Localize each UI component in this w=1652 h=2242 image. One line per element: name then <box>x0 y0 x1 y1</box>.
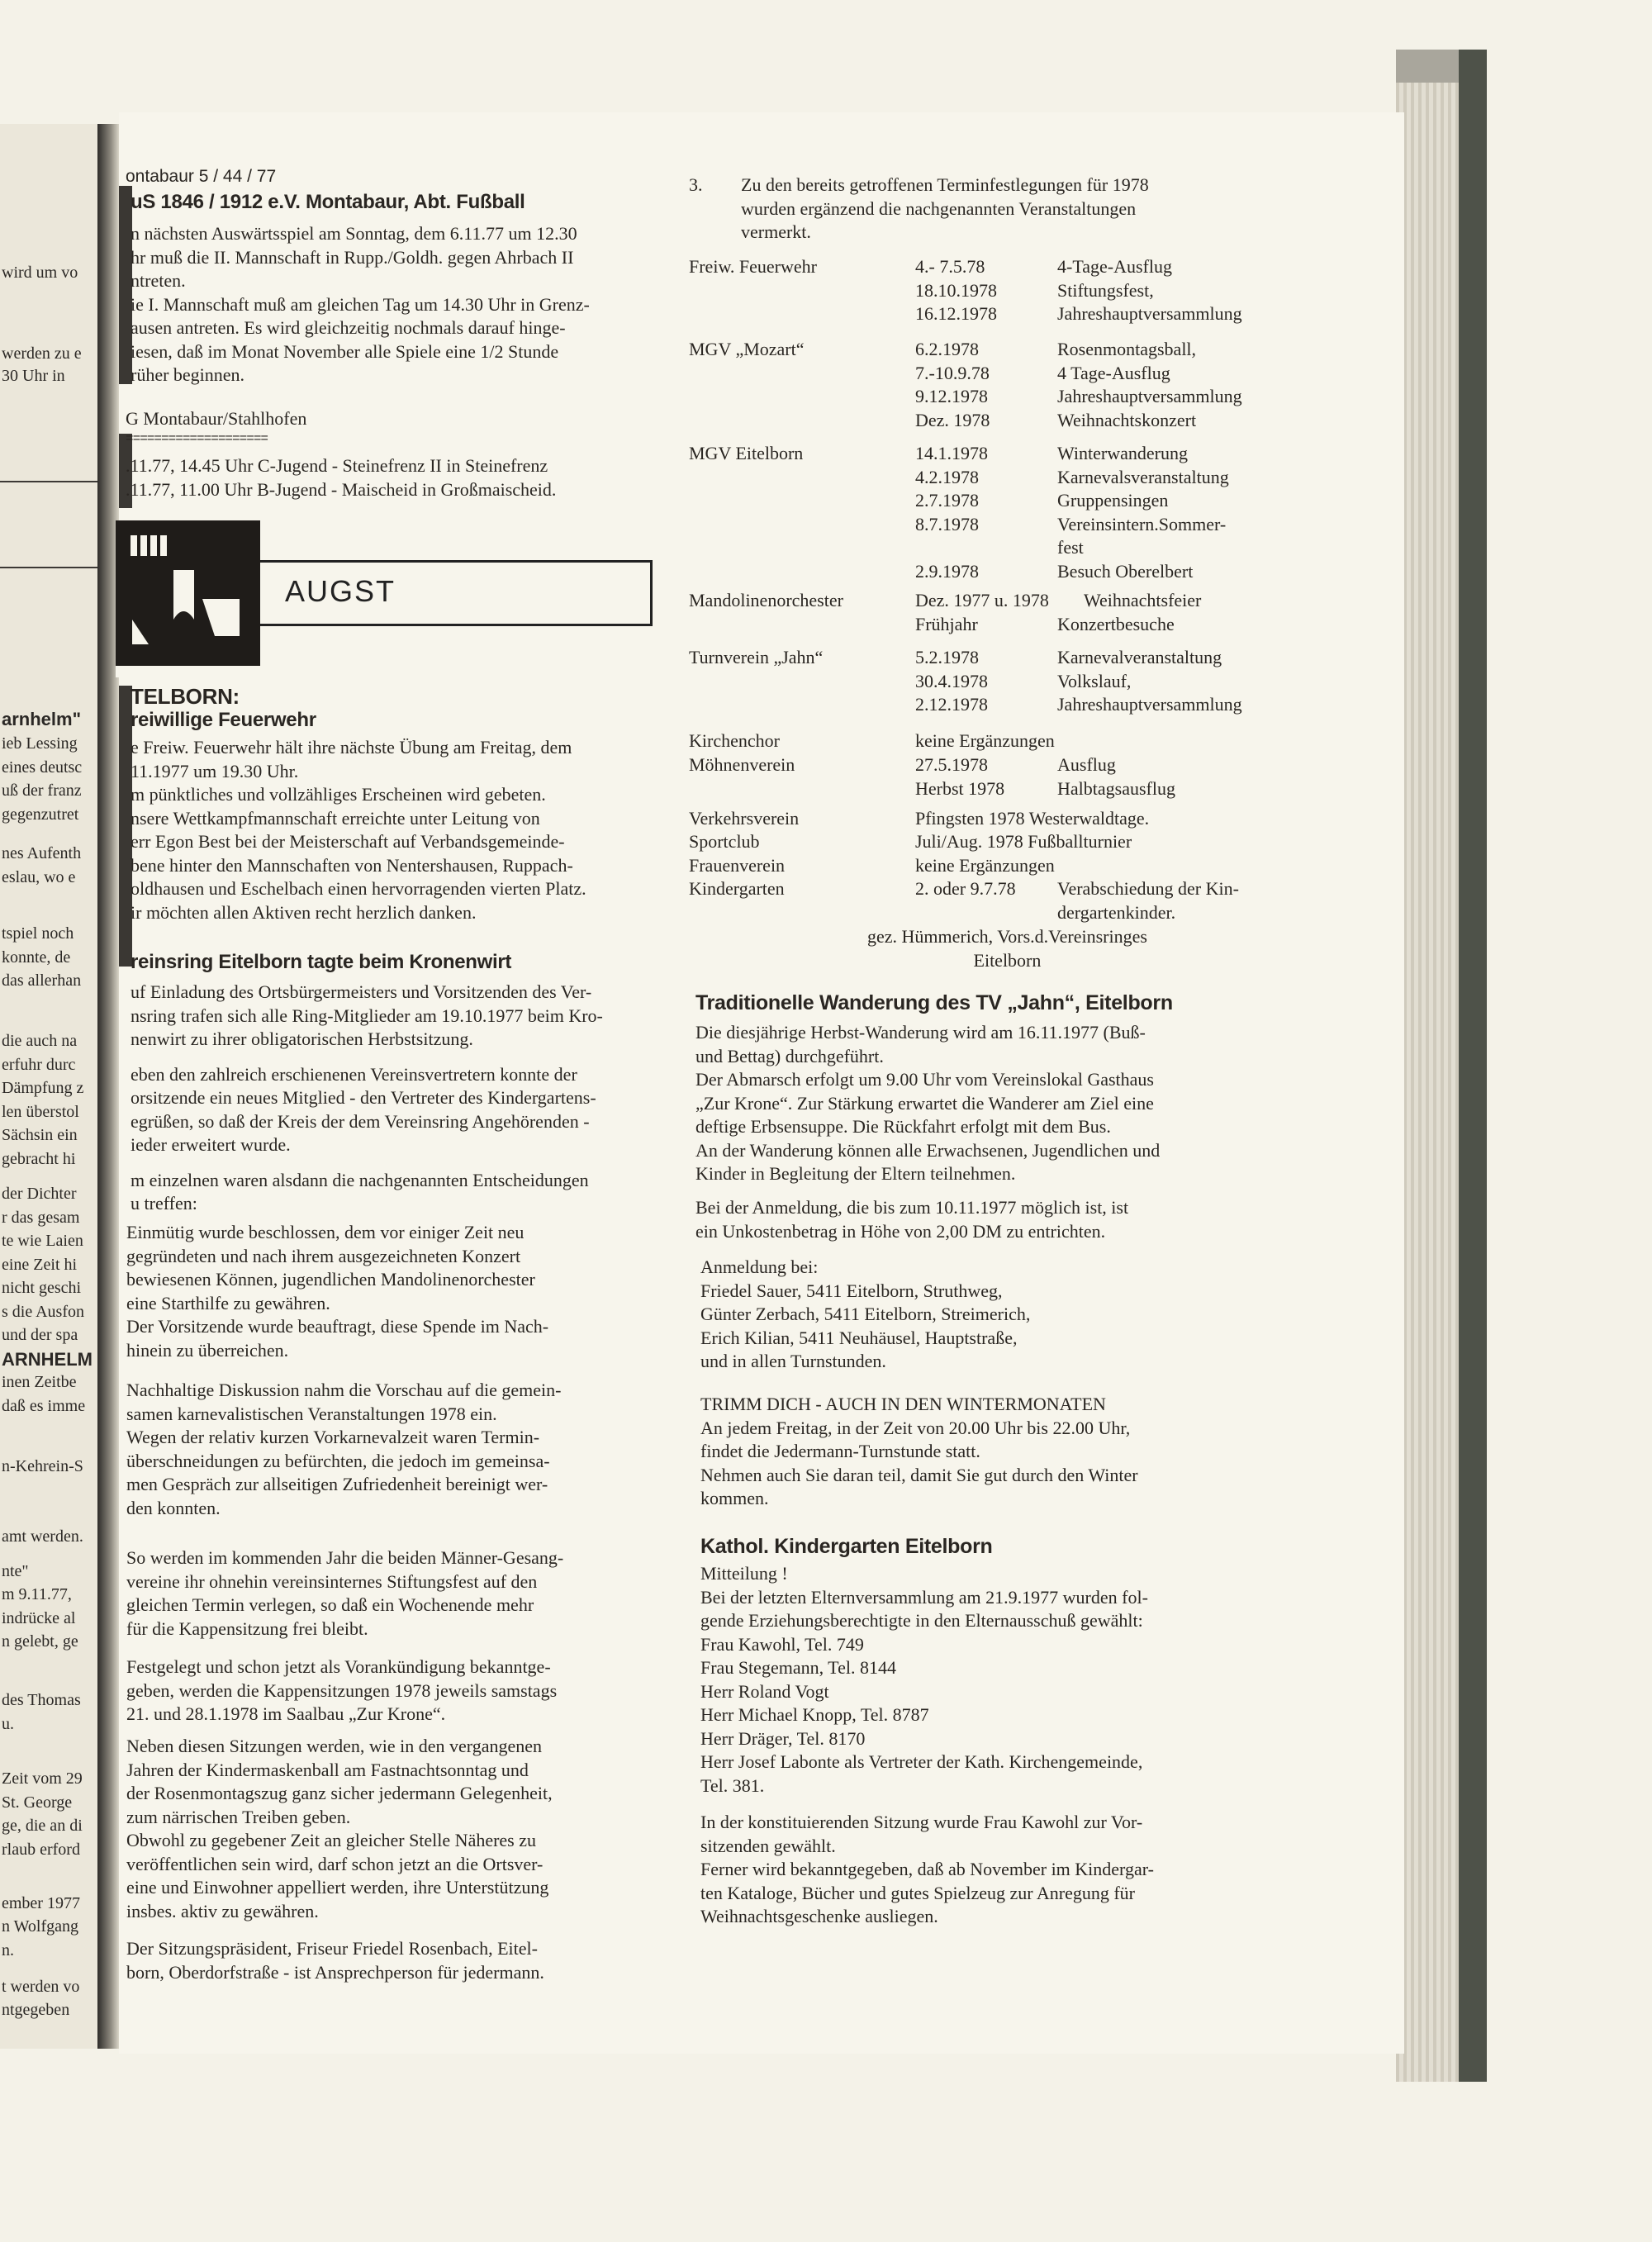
text-line: Neben diesen Sitzungen werden, wie in den vergangenen <box>126 1736 542 1756</box>
event-description: Karnevalveranstaltung <box>1057 647 1222 667</box>
event-description: Volkslauf, <box>1057 670 1132 691</box>
text-line: vereine ihr ohnehin vereinsinternes Stiftungsfest auf den <box>126 1570 538 1592</box>
left-page-fragment: werden zu e <box>2 344 82 363</box>
kindergarten-paragraph <box>700 1562 1148 1798</box>
text-line: Herr Roland Vogt <box>700 1680 829 1702</box>
club-name: MGV Eitelborn <box>689 443 804 463</box>
event-date: Pfingsten 1978 Westerwaldtage. <box>915 808 1150 829</box>
event-description: Jahreshauptversammlung <box>1057 694 1242 715</box>
text-line: zum närrischen Treiben geben. <box>126 1806 351 1827</box>
left-page-fragment: r das gesam <box>2 1209 80 1227</box>
left-page-fragment: uß der franz <box>2 781 82 800</box>
text-line: Festgelegt und schon jetzt als Vorankündigung bekanntge- <box>126 1656 551 1677</box>
text-line: ein Unkostenbetrag in Höhe von 2,00 DM zu entrichten. <box>695 1220 1106 1242</box>
kindergarten-paragraph-2 <box>700 1811 1154 1929</box>
text-line: Der Sitzungspräsident, Friseur Friedel Rosenbach, Eitel- <box>126 1938 538 1959</box>
subheading-feuerwehr: reiwillige Feuerwehr <box>131 709 316 731</box>
left-page-fragment: inen Zeitbe <box>2 1373 77 1391</box>
text-line: samen karnevalistischen Veranstaltungen 1978 ein. <box>126 1403 497 1424</box>
event-description: Jahreshauptversammlung <box>1057 303 1242 324</box>
left-page-fragment: eine Zeit hi <box>2 1256 78 1274</box>
text-line: Zu den bereits getroffenen Terminfestlegungen für 1978 <box>741 174 1149 195</box>
signature <box>867 925 1147 972</box>
text-line: „Zur Krone“. Zur Stärkung erwartet die Wanderer am Ziel eine <box>695 1092 1154 1114</box>
text-line: Günter Zerbach, 5411 Eitelborn, Streimerich, <box>700 1304 1031 1324</box>
text-line: der Rosenmontagszug ganz sicher jedermann Gelegenheit, <box>126 1783 553 1803</box>
text-line: n nächsten Auswärtsspiel am Sonntag, dem 6.11.77 um 12.30 <box>131 223 577 244</box>
left-facing-page <box>0 124 100 2049</box>
section-heading-sg: G Montabaur/Stahlhofen <box>126 408 307 429</box>
text-line: Bei der letzten Elternversammlung am 21.9.1977 wurden fol- <box>700 1586 1148 1608</box>
text-line: Der Abmarsch erfolgt um 9.00 Uhr vom Vereinslokal Gasthaus <box>695 1069 1154 1090</box>
left-page-fragment: arnhelm" <box>2 709 82 729</box>
left-page-fragment: n Wolfgang <box>2 1917 79 1936</box>
text-line: überschneidungen zu befürchten, die jedoch im gemeinsa- <box>126 1450 550 1471</box>
page-reference: ontabaur 5 / 44 / 77 <box>126 167 277 186</box>
text-line <box>131 1052 603 1063</box>
tv-paragraph <box>695 1021 1160 1186</box>
text-line: eine und Einwohner appelliert werden, ihre Unterstützung <box>126 1877 549 1898</box>
text-line <box>131 1157 603 1169</box>
left-page-fragment: ember 1977 <box>2 1894 80 1912</box>
text-line: Anmeldung bei: <box>700 1256 819 1277</box>
left-page-fragment: amt werden. <box>2 1527 83 1546</box>
text-line: und in allen Turnstunden. <box>700 1351 886 1371</box>
event-date: 5.2.1978 <box>915 647 979 667</box>
item-number: 3. <box>689 174 703 195</box>
text-line: e Freiw. Feuerwehr hält ihre nächste Übung am Freitag, dem <box>131 737 572 758</box>
left-page-fragment: len überstol <box>2 1103 79 1121</box>
event-description: Verabschiedung der Kin- <box>1057 878 1239 899</box>
left-page-fragment: ieb Lessing <box>2 734 78 753</box>
text-line: .11.77, 11.00 Uhr B-Jugend - Maischeid in Großmaischeid. <box>126 478 557 500</box>
text-line: gende Erziehungsberechtigte in den Elternausschuß gewählt: <box>700 1610 1143 1631</box>
text-line: err Egon Best bei der Meisterschaft auf Verbandsgemeinde- <box>131 831 565 852</box>
text-line: Frau Stegemann, Tel. 8144 <box>700 1657 896 1678</box>
text-line: Jahren der Kindermaskenball am Fastnachtsonntag und <box>126 1759 529 1780</box>
text-line: Die diesjährige Herbst-Wanderung wird am 16.11.1977 (Buß- <box>695 1022 1146 1043</box>
left-page-fragment: daß es imme <box>2 1397 86 1415</box>
club-name: Frauenverein <box>689 855 786 876</box>
event-description: Konzertbesuche <box>1057 613 1175 634</box>
event-description: Rosenmontagsball, <box>1057 339 1197 359</box>
vereinsring-paragraph <box>131 981 603 1216</box>
text-line: nsring trafen sich alle Ring-Mitglieder am 19.10.1977 beim Kro- <box>131 1005 603 1026</box>
text-line: So werden im kommenden Jahr die beiden Männer-Gesang- <box>126 1547 564 1568</box>
club-name: Möhnenverein <box>689 754 795 775</box>
tower-logo <box>116 520 260 677</box>
text-line: ieder erweitert wurde. <box>131 1134 291 1155</box>
club-name: Turnverein „Jahn“ <box>689 647 824 667</box>
text-line: egrüßen, so daß der Kreis der dem Vereinsring Angehörenden - <box>131 1110 590 1132</box>
text-line: .11.77, 14.45 Uhr C-Jugend - Steinefrenz II in Steinefrenz <box>126 455 548 476</box>
registration-list <box>700 1256 1030 1374</box>
left-page-fragment: Sächsin ein <box>2 1126 78 1144</box>
event-date: 14.1.1978 <box>915 443 988 463</box>
event-description: Jahreshauptversammlung <box>1057 386 1242 406</box>
left-page-fragment: n-Kehrein-S <box>2 1457 83 1475</box>
decision-4 <box>126 1655 557 1727</box>
left-page-fragment: eslau, wo e <box>2 868 76 886</box>
double-rule: ==================== <box>126 431 268 446</box>
text-line: Wegen der relativ kurzen Vorkarnevalzeit waren Termin- <box>126 1427 540 1447</box>
left-page-fragment: s die Ausfon <box>2 1303 84 1321</box>
event-description: 4 Tage-Ausflug <box>1057 362 1170 383</box>
left-page-fragment: n gelebt, ge <box>2 1632 78 1651</box>
left-page-fragment: das allerhan <box>2 971 82 990</box>
event-date: 6.2.1978 <box>915 339 979 359</box>
text-line: eben den zahlreich erschienenen Vereinsvertretern konnte der <box>131 1063 577 1085</box>
left-page-fragment: nte" <box>2 1562 29 1580</box>
event-description: dergartenkinder. <box>1057 901 1176 923</box>
text-line: ntreten. <box>131 270 186 291</box>
text-line: Erich Kilian, 5411 Neuhäusel, Hauptstraße, <box>700 1327 1018 1348</box>
event-description: Vereinsintern.Sommer- <box>1057 513 1227 534</box>
left-page-fragment: nes Aufenth <box>2 844 82 862</box>
text-line: geben, werden die Kappensitzungen 1978 jeweils samstags <box>126 1679 558 1701</box>
club-name: MGV „Mozart“ <box>689 339 805 359</box>
text-line: insbes. aktiv zu gewähren. <box>126 1900 319 1921</box>
book-edge <box>1396 50 1487 2082</box>
event-date: 4.2.1978 <box>915 466 979 487</box>
event-description: Winterwanderung <box>1057 443 1188 463</box>
event-description: Besuch Oberelbert <box>1057 560 1194 582</box>
event-description: Weihnachtskonzert <box>1057 409 1197 430</box>
text-line: Herr Josef Labonte als Vertreter der Kath. Kirchengemeinde, <box>700 1751 1143 1772</box>
text-line: men Gespräch zur allseitigen Zufriedenheit bereinigt wer- <box>126 1474 548 1494</box>
text-line: Eitelborn <box>973 949 1042 971</box>
event-date: keine Ergänzungen <box>915 730 1055 751</box>
text-line: deftige Erbsensuppe. Die Rückfahrt erfolgt mit dem Bus. <box>695 1116 1111 1137</box>
text-line: bewiesenen Können, jugendlichen Mandolinenorchester <box>126 1269 535 1290</box>
text-line: für die Kappensitzung frei bleibt. <box>126 1617 368 1639</box>
event-date: 2.12.1978 <box>915 694 988 715</box>
text-line: In der konstituierenden Sitzung wurde Frau Kawohl zur Vor- <box>700 1812 1143 1832</box>
text-line: Frau Kawohl, Tel. 749 <box>700 1633 864 1655</box>
left-page-fragment: Zeit vom 29 <box>2 1769 83 1788</box>
event-date: Frühjahr <box>915 613 978 634</box>
tus-paragraph <box>131 222 590 387</box>
left-page-fragment: wird um vo <box>2 264 78 282</box>
left-page-fragment: die auch na <box>2 1032 78 1050</box>
text-line: bene hinter den Mannschaften von Nentershausen, Ruppach- <box>131 854 573 876</box>
text-line: Tel. 381. <box>700 1774 765 1796</box>
event-date: 30.4.1978 <box>915 670 988 691</box>
text-line: ir möchten allen Aktiven recht herzlich danken. <box>131 901 477 923</box>
tv-fee-paragraph <box>695 1196 1128 1243</box>
left-page-fragment: Dämpfung z <box>2 1079 84 1097</box>
event-date: 2. oder 9.7.78 <box>915 878 1016 899</box>
text-line: Nehmen auch Sie daran teil, damit Sie gut durch den Winter <box>700 1464 1138 1485</box>
event-date: Dez. 1977 u. 1978 <box>915 590 1049 610</box>
event-date: Juli/Aug. 1978 Fußballturnier <box>915 831 1132 852</box>
left-page-fragment: t werden vo <box>2 1978 80 1996</box>
trimm-dich-notice <box>700 1393 1138 1511</box>
left-page-fragment: eines deutsc <box>2 758 83 777</box>
text-line: und Bettag) durchgeführt. <box>695 1045 884 1066</box>
event-description: Weihnachtsfeier <box>1084 590 1202 610</box>
event-date: 4.- 7.5.78 <box>915 256 985 277</box>
text-line: Weihnachtsgeschenke ausliegen. <box>700 1906 938 1926</box>
event-date: 9.12.1978 <box>915 386 988 406</box>
left-page-fragment: tspiel noch <box>2 924 74 943</box>
text-line: Herr Michael Knopp, Tel. 8787 <box>700 1704 929 1725</box>
decision-1 <box>126 1221 548 1362</box>
event-date: 18.10.1978 <box>915 279 997 301</box>
left-page-fragment: konnte, de <box>2 948 71 967</box>
subheading-vereinsring: reinsring Eitelborn tagte beim Kronenwirt <box>131 951 512 973</box>
text-line: Kinder in Begleitung der Eltern teilnehmen. <box>695 1163 1016 1184</box>
left-page-fragment: ntgegeben <box>2 2001 70 2019</box>
left-page-fragment: erfuhr durc <box>2 1056 76 1074</box>
decision-2 <box>126 1379 561 1520</box>
book-binding <box>97 124 119 2049</box>
text-line: born, Oberdorfstraße - ist Ansprechperson für jedermann. <box>126 1961 544 1983</box>
text-line: nsere Wettkampfmannschaft erreichte unter Leitung von <box>131 807 540 829</box>
castle-tower-icon <box>116 520 260 677</box>
text-line: wurden ergänzend die nachgenannten Veranstaltungen <box>741 197 1137 219</box>
section-heading-tv-jahn: Traditionelle Wanderung des TV „Jahn“, Eitelborn <box>695 991 1173 1014</box>
club-name: Verkehrsverein <box>689 808 800 829</box>
text-line: eine Starthilfe zu gewähren. <box>126 1292 330 1313</box>
left-page-fragment: und der spa <box>2 1326 78 1344</box>
event-date: 27.5.1978 <box>915 754 988 775</box>
text-line: findet die Jedermann-Turnstunde statt. <box>700 1441 980 1461</box>
club-name: Kirchenchor <box>689 730 780 751</box>
section-heading-kindergarten: Kathol. Kindergarten Eitelborn <box>700 1535 993 1558</box>
left-page-fragment: nicht geschi <box>2 1279 82 1297</box>
text-line: orsitzende ein neues Mitglied - den Vertreter des Kindergartens- <box>131 1087 596 1108</box>
event-description: Halbtagsausflug <box>1057 777 1175 799</box>
text-line: Ferner wird bekanntgegeben, daß ab November im Kindergar- <box>700 1859 1154 1879</box>
feuerwehr-paragraph <box>131 736 586 924</box>
text-line: kommen. <box>700 1488 769 1508</box>
text-line: Friedel Sauer, 5411 Eitelborn, Struthweg, <box>700 1280 1003 1301</box>
text-line: ausen antreten. Es wird gleichzeitig nochmals darauf hinge- <box>131 317 566 338</box>
text-line: oldhausen und Eschelbach einen hervorragenden vierten Platz. <box>131 878 586 899</box>
event-date: 2.7.1978 <box>915 490 979 511</box>
text-line: Einmütig wurde beschlossen, dem vor einiger Zeit neu <box>126 1222 525 1242</box>
event-description: Stiftungsfest, <box>1057 279 1154 301</box>
left-page-fragment: gebracht hi <box>2 1150 76 1168</box>
event-description: fest <box>1057 537 1084 558</box>
text-line: Bei der Anmeldung, die bis zum 10.11.1977 möglich ist, ist <box>695 1197 1129 1218</box>
text-line: TRIMM DICH - AUCH IN DEN WINTERMONATEN <box>700 1394 1106 1414</box>
event-description: 4-Tage-Ausflug <box>1057 256 1172 277</box>
item3-text <box>741 173 1149 245</box>
text-line: iesen, daß im Monat November alle Spiele eine 1/2 Stunde <box>131 340 559 362</box>
text-line: vermerkt. <box>741 221 811 242</box>
text-line: m einzelnen waren alsdann die nachgenannten Entscheidungen <box>131 1169 589 1190</box>
left-page-fragment: 30 Uhr in <box>2 367 65 385</box>
club-name: Sportclub <box>689 831 760 852</box>
decision-5 <box>126 1735 553 1923</box>
left-page-fragment: ge, die an di <box>2 1817 83 1835</box>
decision-3 <box>126 1546 563 1641</box>
text-line: Der Vorsitzende wurde beauftragt, diese Spende im Nach- <box>126 1316 549 1337</box>
section-heading-eitelborn: TELBORN: <box>131 684 240 709</box>
text-line: gegründeten und nach ihrem ausgezeichneten Konzert <box>126 1245 521 1266</box>
event-date: 7.-10.9.78 <box>915 362 990 383</box>
left-page-fragment: m 9.11.77, <box>2 1585 72 1603</box>
month-banner-label: AUGST <box>285 574 396 608</box>
text-line: 21. und 28.1.1978 im Saalbau „Zur Krone“. <box>126 1703 446 1724</box>
left-page-fragment: St. George <box>2 1793 73 1812</box>
text-line: m pünktliches und vollzähliges Erscheinen wird gebeten. <box>131 784 546 805</box>
text-line: 11.1977 um 19.30 Uhr. <box>131 760 299 781</box>
text-line: An der Wanderung können alle Erwachsenen, Jugendlichen und <box>695 1139 1161 1161</box>
text-line: nenwirt zu ihrer obligatorischen Herbstsitzung. <box>131 1028 473 1049</box>
text-line: u treffen: <box>131 1193 197 1214</box>
club-name: Kindergarten <box>689 878 785 899</box>
event-description: Ausflug <box>1057 754 1116 775</box>
event-description: Gruppensingen <box>1057 490 1169 511</box>
text-line: Obwohl zu gegebener Zeit an gleicher Stelle Näheres zu <box>126 1830 537 1850</box>
text-line: ten Kataloge, Bücher und gutes Spielzeug zur Anregung für <box>700 1882 1136 1903</box>
text-line: den konnten. <box>126 1497 221 1518</box>
event-date: Dez. 1978 <box>915 409 990 430</box>
left-page-fragment: te wie Laien <box>2 1232 83 1250</box>
left-page-fragment: des Thomas <box>2 1691 81 1709</box>
text-line: ie I. Mannschaft muß am gleichen Tag um 14.30 Uhr in Grenz- <box>131 293 590 315</box>
left-page-fragment: indrücke al <box>2 1609 76 1627</box>
event-date: 2.9.1978 <box>915 560 979 582</box>
sg-fixtures <box>126 454 556 501</box>
event-date: 8.7.1978 <box>915 513 979 534</box>
text-line: gleichen Termin verlegen, so daß ein Wochenende mehr <box>126 1594 534 1615</box>
left-page-fragment: der Dichter <box>2 1185 77 1203</box>
text-line: gez. Hümmerich, Vors.d.Vereinsringes <box>867 926 1147 947</box>
left-page-fragment: rlaub erford <box>2 1841 80 1859</box>
text-line: rüher beginnen. <box>131 364 245 385</box>
club-name: Mandolinenorchester <box>689 590 843 610</box>
text-line: Herr Dräger, Tel. 8170 <box>700 1727 866 1749</box>
text-line: An jedem Freitag, in der Zeit von 20.00 Uhr bis 22.00 Uhr, <box>700 1417 1131 1438</box>
text-line: hr muß die II. Mannschaft in Rupp./Goldh. gegen Ahrbach II <box>131 246 574 268</box>
event-date: Herbst 1978 <box>915 777 1005 799</box>
left-page-fragment: n. <box>2 1941 14 1959</box>
club-name: Freiw. Feuerwehr <box>689 256 817 277</box>
left-page-fragment: gegenzutret <box>2 805 79 824</box>
text-line: veröffentlichen sein wird, darf schon jetzt an die Ortsver- <box>126 1853 544 1874</box>
section-heading-tus: uS 1846 / 1912 e.V. Montabaur, Abt. Fußball <box>131 191 525 213</box>
text-line: sitzenden gewählt. <box>700 1835 836 1856</box>
left-page-fragment: u. <box>2 1715 14 1733</box>
event-description: Karnevalsveranstaltung <box>1057 466 1229 487</box>
text-line: Mitteilung ! <box>700 1563 788 1584</box>
text-line: uf Einladung des Ortsbürgermeisters und Vorsitzenden des Ver- <box>131 981 592 1002</box>
left-page-fragment: ARNHELM <box>2 1349 93 1370</box>
text-line: Nachhaltige Diskussion nahm die Vorschau auf die gemein- <box>126 1380 562 1400</box>
decision-6 <box>126 1937 544 1984</box>
event-date: 16.12.1978 <box>915 303 997 324</box>
text-line: hinein zu überreichen. <box>126 1339 289 1361</box>
event-date: keine Ergänzungen <box>915 855 1055 876</box>
